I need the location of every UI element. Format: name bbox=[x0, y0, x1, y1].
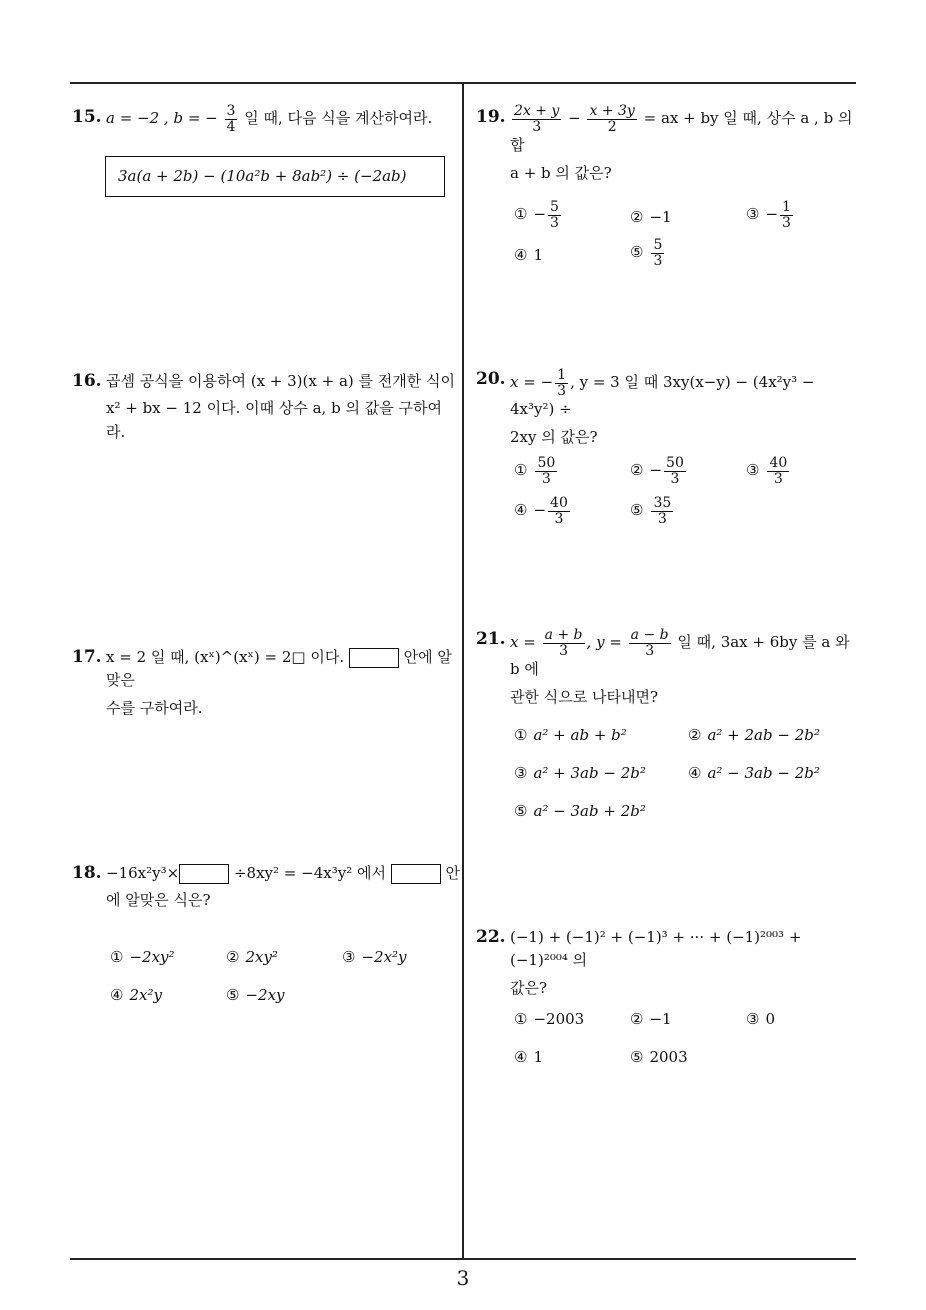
option-4[interactable]: ④ 1 bbox=[514, 246, 543, 264]
option-3[interactable]: ③ 0 bbox=[746, 1010, 775, 1028]
expression-box: 3a(a + 2b) − (10a²b + 8ab²) ÷ (−2ab) bbox=[105, 156, 445, 197]
option-4[interactable]: ④ a² − 3ab − 2b² bbox=[688, 764, 820, 782]
question-number: 17. bbox=[72, 647, 102, 667]
option-2[interactable]: ② 2xy² bbox=[226, 948, 278, 966]
question-text: $\frac{2x + y}{3}$ − $\frac{x + 3y}{2}$ = ax + by 일 때, 상수 a , b 의 합 a + b 의 값은? bbox=[510, 103, 853, 182]
option-5[interactable]: ⑤ −2xy bbox=[226, 986, 285, 1004]
question-text: (−1) + (−1)² + (−1)³ + ··· + (−1)²⁰⁰³ + (−1)²⁰⁰⁴ 의 값은? bbox=[510, 928, 802, 997]
option-1[interactable]: ① −2xy² bbox=[110, 948, 175, 966]
question-17 bbox=[72, 644, 457, 717]
option-4[interactable]: ④ − $\frac{40}{3}$ bbox=[514, 495, 568, 527]
option-3[interactable]: ③ $\frac{40}{3}$ bbox=[746, 455, 788, 487]
fraction: $\frac{a - b}{3}$ bbox=[630, 627, 669, 659]
question-text: a = −2 , b = − $\frac{3}{4}$ 일 때, 다음 식을 계산하여라. bbox=[106, 103, 433, 135]
option-3[interactable]: ③ − $\frac{1}{3}$ bbox=[746, 199, 791, 231]
option-1[interactable]: ① a² + ab + b² bbox=[514, 726, 627, 744]
fraction: $\frac{2x + y}{3}$ bbox=[514, 103, 560, 135]
option-1[interactable]: ① −2003 bbox=[514, 1010, 585, 1028]
fraction: $\frac{x + 3y}{2}$ bbox=[589, 103, 635, 135]
question-number: 15. bbox=[72, 107, 102, 127]
option-5[interactable]: ⑤ a² − 3ab + 2b² bbox=[514, 802, 646, 820]
option-2[interactable]: ② − $\frac{50}{3}$ bbox=[630, 455, 684, 487]
question-text: −16x²y³× ÷8xy² = −4x³y² 에서 안 에 알맞은 식은? bbox=[106, 864, 461, 910]
question-number: 22. bbox=[476, 927, 506, 947]
option-2[interactable]: ② a² + 2ab − 2b² bbox=[688, 726, 820, 744]
option-2[interactable]: ② −1 bbox=[630, 1010, 672, 1028]
question-16 bbox=[72, 368, 457, 441]
option-5[interactable]: ⑤ $\frac{35}{3}$ bbox=[630, 495, 672, 527]
fraction: $\frac{a + b}{3}$ bbox=[544, 627, 583, 659]
question-number: 18. bbox=[72, 863, 102, 883]
fraction: $\frac{1}{3}$ bbox=[557, 367, 567, 399]
question-21 bbox=[476, 626, 861, 826]
option-5[interactable]: ⑤ 2003 bbox=[630, 1048, 688, 1066]
option-1[interactable]: ① − $\frac{5}{3}$ bbox=[514, 199, 559, 231]
question-number: 19. bbox=[476, 107, 506, 127]
option-5[interactable]: ⑤ $\frac{5}{3}$ bbox=[630, 237, 663, 269]
question-15 bbox=[72, 104, 452, 214]
option-1[interactable]: ① $\frac{50}{3}$ bbox=[514, 455, 556, 487]
answer-blank-box bbox=[391, 864, 441, 884]
option-4[interactable]: ④ 1 bbox=[514, 1048, 543, 1066]
column-divider bbox=[462, 82, 464, 1260]
question-number: 21. bbox=[476, 629, 506, 649]
option-3[interactable]: ③ −2x²y bbox=[342, 948, 407, 966]
question-number: 16. bbox=[72, 371, 102, 391]
option-4[interactable]: ④ 2x²y bbox=[110, 986, 162, 1004]
question-text: 곱셈 공식을 이용하여 (x + 3)(x + a) 를 전개한 식이 x² + bx − 12 이다. 이때 상수 a, b 의 값을 구하여라. bbox=[106, 372, 455, 441]
page-number: 3 bbox=[456, 1266, 470, 1290]
question-19 bbox=[476, 104, 861, 274]
bottom-rule bbox=[70, 1258, 856, 1260]
fraction: $\frac{3}{4}$ bbox=[226, 103, 236, 135]
question-text: x = 2 일 때, (xˣ)^(xˣ) = 2□ 이다. 안에 알맞은 수를 구하여라. bbox=[106, 648, 452, 717]
question-number: 20. bbox=[476, 369, 506, 389]
answer-blank-box bbox=[179, 864, 229, 884]
option-2[interactable]: ② −1 bbox=[630, 208, 672, 226]
question-18 bbox=[72, 860, 461, 1010]
question-22 bbox=[476, 924, 861, 1074]
option-3[interactable]: ③ a² + 3ab − 2b² bbox=[514, 764, 646, 782]
question-20 bbox=[476, 366, 861, 546]
question-text: x = − $\frac{1}{3}$ , y = 3 일 때 3xy(x−y) − (4x²y³ − 4x³y²) ÷ 2xy 의 값은? bbox=[510, 367, 815, 446]
answer-blank-box bbox=[349, 648, 399, 668]
question-text: x = $\frac{a + b}{3}$ , y = $\frac{a - b}{3}$ 일 때, 3ax + 6by 를 a 와 b 에 관한 식으로 나타내면? bbox=[510, 627, 850, 706]
